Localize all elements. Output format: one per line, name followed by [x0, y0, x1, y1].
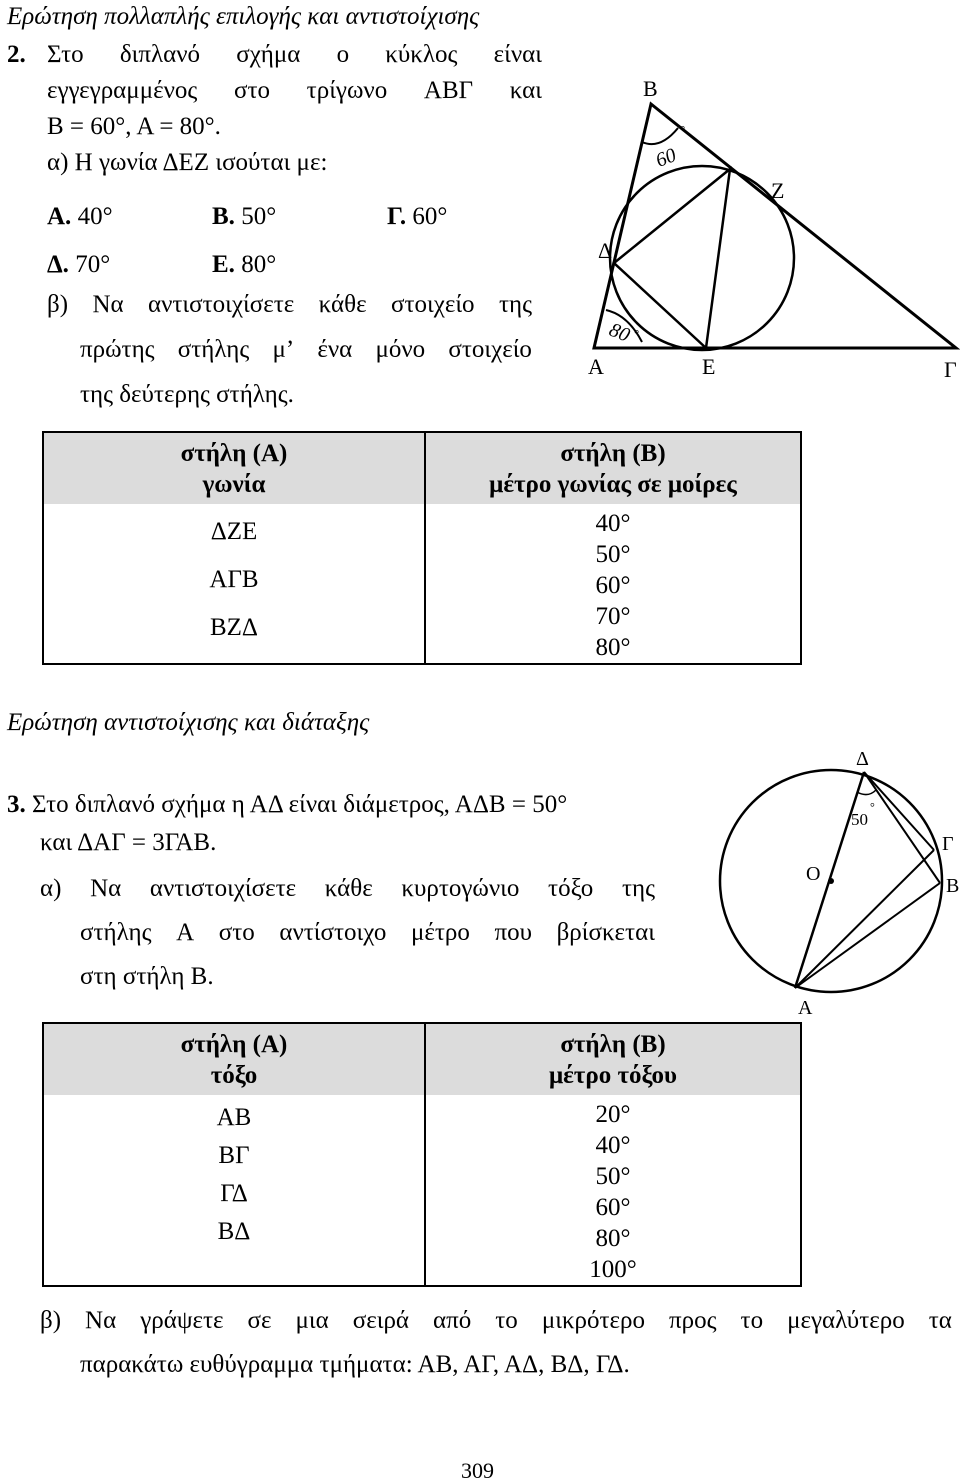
- table1-item: ΒΖΔ: [209, 614, 259, 641]
- table2-item: ΑΒ: [216, 1104, 252, 1131]
- question-number: 3.: [7, 791, 26, 818]
- table1-col-b-header: στήλη (Β) μέτρο γωνίας σε μοίρες: [425, 432, 801, 504]
- label-a: Α: [798, 997, 813, 1019]
- table2-col-b-header: στήλη (Β) μέτρο τόξου: [425, 1023, 801, 1095]
- chord-ab: [795, 883, 940, 988]
- option-e: Ε. 80°: [212, 251, 277, 278]
- matching-table-arcs: [42, 1022, 802, 1287]
- matching-table-angles: [42, 431, 802, 665]
- angle-d-degree: °: [870, 800, 875, 814]
- question-number: 2.: [7, 41, 26, 68]
- q3-part-a-line-1: α) Να αντιστοιχίσετε κάθε κυρτογώνιο τόξο της: [40, 875, 655, 902]
- q2-line-1: Στο διπλανό σχήμα ο κύκλος είναι: [47, 41, 542, 68]
- section-title-matching-ordering: Ερώτηση αντιστοίχισης και διάταξης: [7, 709, 370, 736]
- table1-col-a-header: στήλη (Α) γωνία: [43, 432, 425, 504]
- q3-part-a-line-2: στήλης Α στο αντίστοιχο μέτρο που βρίσκεται: [80, 919, 655, 946]
- table1-value: 70°: [595, 603, 631, 630]
- table2-item: ΒΔ: [217, 1218, 251, 1245]
- angle-a-degree: °: [634, 326, 640, 341]
- circle-diameter-figure: [680, 740, 960, 1030]
- q2-part-b-line-2: πρώτης στήλης μ’ ένα μόνο στοιχείο: [80, 336, 532, 363]
- label-e: Ε: [702, 354, 716, 379]
- table2-value: 50°: [595, 1163, 631, 1190]
- table1-value: 40°: [595, 510, 631, 537]
- triangle-abg: [594, 104, 956, 348]
- inscribed-circle: [610, 166, 794, 350]
- label-b: Β: [946, 875, 960, 897]
- q2-line-2: εγγεγραμμένος στο τρίγωνο ΑΒΓ και: [47, 77, 542, 104]
- label-d: Δ: [856, 748, 869, 770]
- label-a: Α: [588, 354, 604, 379]
- table2-value: 60°: [595, 1194, 631, 1221]
- table1-col-b-items: [425, 504, 801, 664]
- q3-line-1: Στο διπλανό σχήμα η ΑΔ είναι διάμετρος, ΑΔΒ = 50°: [32, 791, 568, 818]
- q3-part-b-line-2: παρακάτω ευθύγραμμα τμήματα: ΑΒ, ΑΓ, ΑΔ, ΒΔ, ΓΔ.: [80, 1351, 630, 1378]
- angle-d-arc: [857, 790, 876, 795]
- angle-d-value: 50: [851, 810, 868, 829]
- table1-value: 60°: [595, 572, 631, 599]
- label-g: Γ: [944, 357, 957, 382]
- option-c: Γ. 60°: [387, 203, 448, 230]
- option-d: Δ. 70°: [47, 251, 111, 278]
- q2-part-b-line-1: β) Να αντιστοιχίσετε κάθε στοιχείο της: [47, 291, 532, 318]
- label-d: Δ: [598, 238, 613, 263]
- label-g: Γ: [942, 833, 954, 855]
- table2-value: 80°: [595, 1225, 631, 1252]
- table1-value: 50°: [595, 541, 631, 568]
- label-o: Ο: [806, 863, 821, 885]
- label-z: Ζ: [771, 178, 785, 203]
- question-3-part-a: [40, 874, 660, 992]
- table2-col-b-items: [425, 1095, 801, 1286]
- q3-part-b-line-1: β) Να γράψετε σε μια σειρά από το μικρότερο προς το μεγαλύτερο τα: [40, 1307, 952, 1334]
- angle-b-arc: [642, 128, 678, 144]
- q2-part-b-line-3: της δεύτερης στήλης.: [80, 381, 294, 408]
- triangle-incircle-figure: [0, 0, 960, 420]
- triangle-dze: [614, 169, 730, 348]
- question-3-statement: [7, 790, 567, 866]
- center-point: [828, 878, 834, 884]
- option-a: Α. 40°: [47, 203, 113, 230]
- table2-col-a-items: [43, 1095, 425, 1286]
- table1-col-a-items: [43, 504, 425, 664]
- table2-item: ΒΓ: [218, 1142, 250, 1169]
- table1-item: ΔΖΕ: [210, 518, 258, 545]
- angle-b-degree: °: [680, 122, 686, 137]
- table2-col-a-header: στήλη (Α) τόξο: [43, 1023, 425, 1095]
- table2-value: 40°: [595, 1132, 631, 1159]
- question-3-part-b: [40, 1306, 955, 1380]
- q2-line-3: Β = 60°, Α = 80°.: [47, 113, 221, 140]
- q3-part-a-line-3: στη στήλη Β.: [80, 963, 214, 990]
- angle-b-value: 60: [652, 144, 680, 172]
- q3-line-2: και ΔΑΓ = 3ΓΑΒ.: [40, 829, 217, 856]
- table2-value: 100°: [589, 1256, 637, 1283]
- angle-a-value: 80: [606, 318, 633, 347]
- option-b: Β. 50°: [212, 203, 277, 230]
- table1-item: ΑΓΒ: [209, 566, 259, 593]
- page-number: 309: [461, 1458, 494, 1483]
- table2-value: 20°: [595, 1101, 631, 1128]
- table1-value: 80°: [595, 634, 631, 661]
- table2-item: ΓΔ: [220, 1180, 248, 1207]
- label-b: Β: [643, 76, 658, 101]
- q2-part-a: α) Η γωνία ΔΕΖ ισούται με:: [47, 149, 328, 176]
- section-title-multiple-choice: Ερώτηση πολλαπλής επιλογής και αντιστοίχισης: [7, 3, 480, 30]
